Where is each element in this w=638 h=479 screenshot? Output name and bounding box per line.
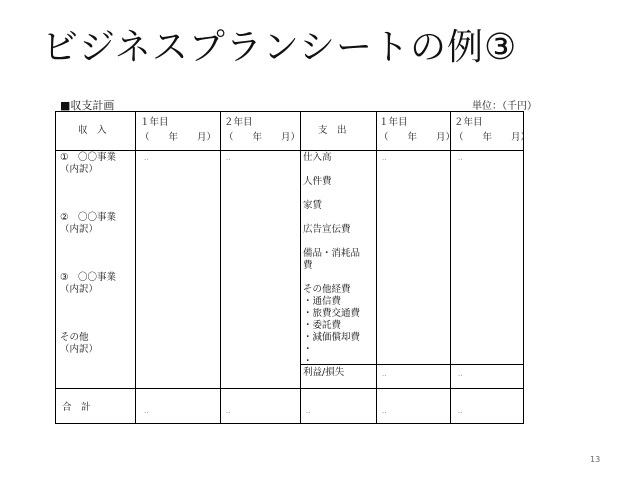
para-mark: .. <box>382 370 387 378</box>
col-divider <box>135 112 136 423</box>
para-mark: .. <box>458 370 463 378</box>
para-mark: .. <box>226 154 231 162</box>
header-divider <box>56 150 523 151</box>
profit-label: 利益/損失 <box>303 367 345 378</box>
year2-header: ２年目 <box>224 117 253 128</box>
col-divider <box>376 112 377 423</box>
year1b-header: １年目 <box>379 117 408 128</box>
expense-header: 支 出 <box>318 125 347 136</box>
year1-header: １年目 <box>140 117 169 128</box>
year2b-header: ２年目 <box>454 117 483 128</box>
expense-items: 仕入高 人件費 家賃 広告宣伝費 備品・消耗品 費 その他経費 ・通信費 ・旅費交通費 ・委託費 ・減価償却費 ・ ・ <box>303 152 361 367</box>
para-mark: .. <box>226 407 231 415</box>
year2b-period: （ 年 月） <box>454 132 531 143</box>
col-divider <box>450 112 451 423</box>
year2-period: （ 年 月） <box>224 132 301 143</box>
unit-label: 単位：（千円） <box>472 101 537 112</box>
total-divider <box>56 388 523 389</box>
para-mark: .. <box>144 407 149 415</box>
col-divider <box>220 112 221 423</box>
page-number: 13 <box>590 455 601 464</box>
para-mark: .. <box>306 407 311 415</box>
slide-title: ビジネスプランシートの例③ <box>42 27 518 68</box>
para-mark: .. <box>382 154 387 162</box>
total-label: 合 計 <box>62 402 91 413</box>
para-mark: .. <box>382 407 387 415</box>
income-items: ① 〇〇事業 （内訳） ② 〇〇事業 （内訳） ③ 〇〇事業 （内訳） その他 （内訳） <box>60 152 117 355</box>
para-mark: .. <box>458 407 463 415</box>
para-mark: .. <box>458 154 463 162</box>
para-mark: .. <box>144 154 149 162</box>
income-expense-table <box>55 111 531 424</box>
col-divider <box>300 112 301 423</box>
section-label: ■収支計画 <box>60 99 115 112</box>
year1b-period: （ 年 月） <box>379 132 456 143</box>
year1-period: （ 年 月） <box>140 132 217 143</box>
income-header: 収 入 <box>78 125 107 136</box>
